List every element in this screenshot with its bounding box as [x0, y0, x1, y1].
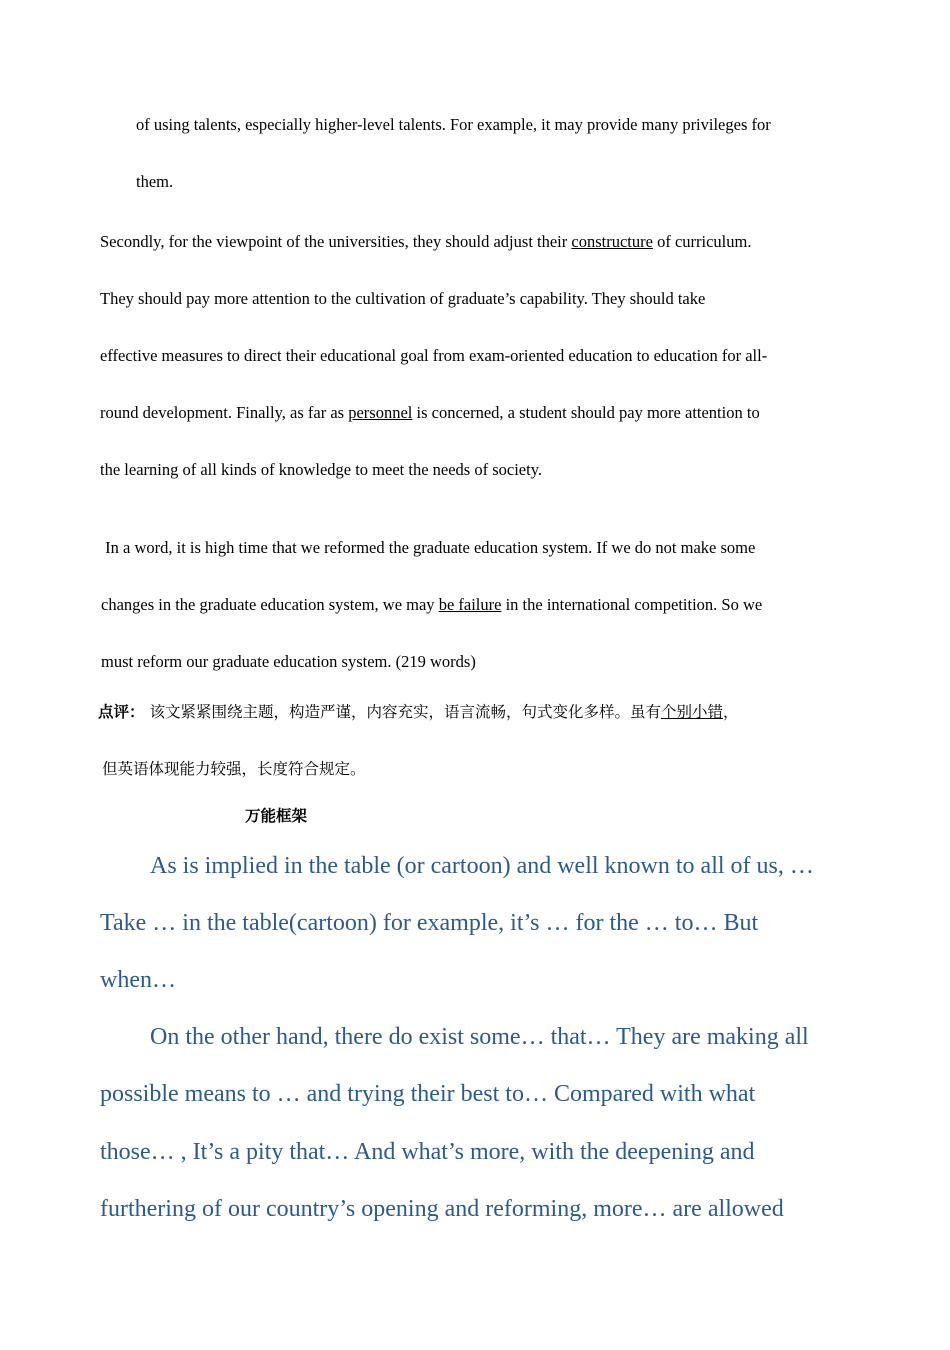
paragraph1-line1: of using talents, especially higher-level talents. For example, it may provide many privileges for [136, 115, 771, 134]
comment-line2: 但英语体现能力较强，长度符合规定。 [102, 760, 366, 778]
paragraph2-line1 [100, 232, 751, 252]
template-p1-line2: Take … in the table(cartoon) for example, it’s … for the … to… But [100, 910, 759, 936]
template-p1-line3: when… [100, 967, 176, 993]
paragraph3-line2 [101, 595, 762, 615]
paragraph2-line1-tail: of curriculum. [652, 232, 752, 251]
template-p2-line4: furthering of our country’s opening and reforming, more… are allowed [100, 1196, 784, 1222]
comment-label: 点评： [98, 703, 145, 721]
comment-line1 [98, 702, 738, 722]
template-p2-line1: On the other hand, there do exist some… that… They are making all [150, 1024, 809, 1050]
paragraph2-line4 [100, 403, 760, 423]
paragraph2-line2: They should pay more attention to the cultivation of graduate’s capability. They should take [100, 289, 706, 308]
template-p2-line3: those… , It’s a pity that… And what’s more, with the deepening and [100, 1139, 755, 1165]
comment-underlined: 个别小错 [660, 703, 723, 721]
template-p1-line1: As is implied in the table (or cartoon) and well known to all of us, … [150, 853, 814, 879]
paragraph2-line3: effective measures to direct their educational goal from exam-oriented education to education for all- [100, 346, 768, 365]
section-title: 万能框架 [245, 807, 308, 825]
underlined-word-personnel: personnel [348, 403, 413, 422]
paragraph1-line2: them. [136, 172, 174, 191]
comment-tail: ， [722, 703, 739, 721]
paragraph2-line4-text: round development. Finally, as far as [100, 403, 349, 422]
paragraph2-line4-tail: is concerned, a student should pay more attention to [412, 403, 760, 422]
paragraph2-line5: the learning of all kinds of knowledge to meet the needs of society. [100, 460, 543, 479]
paragraph3-line1: In a word, it is high time that we reformed the graduate education system. If we do not make some [101, 538, 756, 557]
template-p2-line2: possible means to … and trying their best to… Compared with what [100, 1081, 756, 1107]
underlined-word-constructure: constructure [571, 232, 653, 251]
paragraph3-line2-text: changes in the graduate education system, we may [101, 595, 439, 614]
paragraph2-line1-text: Secondly, for the viewpoint of the universities, they should adjust their [100, 232, 572, 251]
paragraph3-line2-tail: in the international competition. So we [501, 595, 763, 614]
underlined-phrase-be-failure: be failure [438, 595, 502, 614]
comment-text: 该文紧紧围绕主题，构造严谨，内容充实，语言流畅，句式变化多样。虽有 [144, 703, 661, 721]
paragraph3-line3: must reform our graduate education system. (219 words) [101, 652, 476, 671]
